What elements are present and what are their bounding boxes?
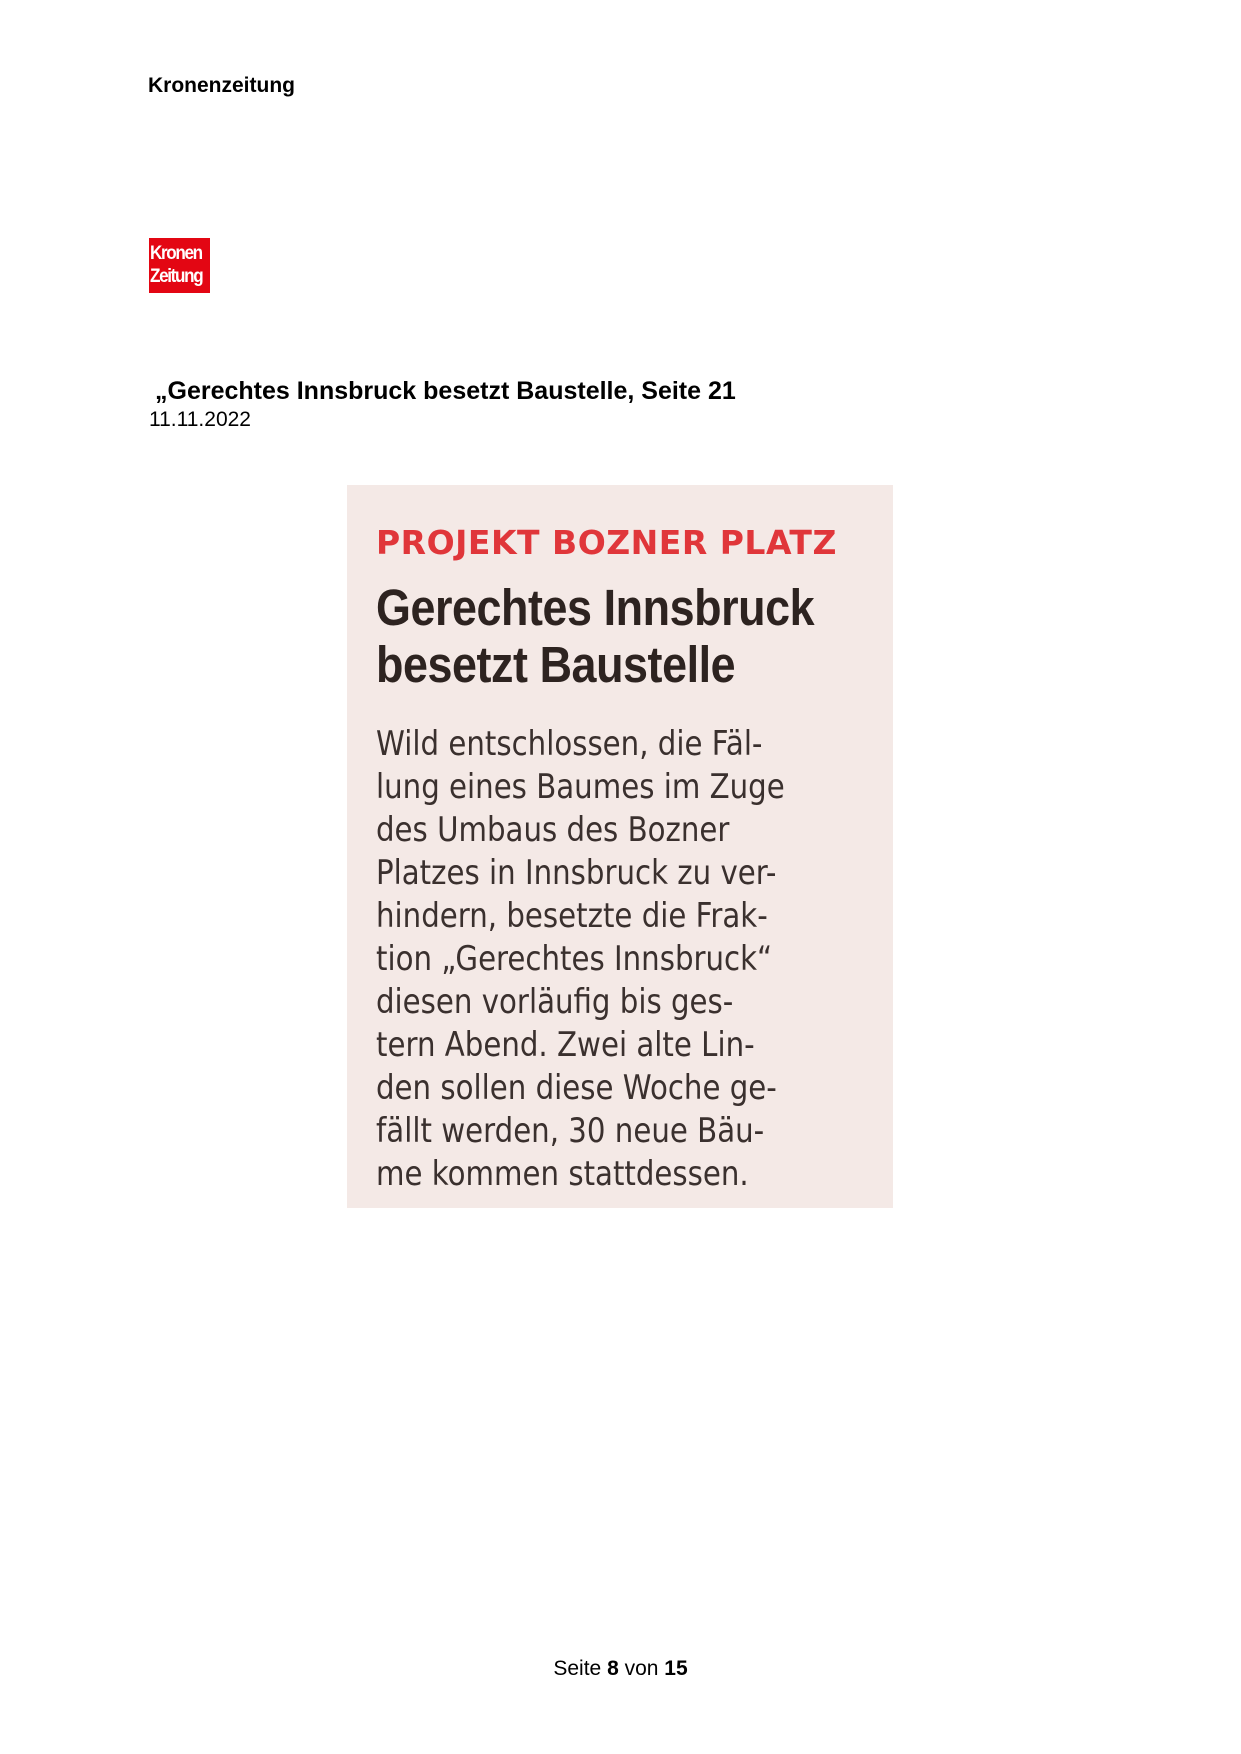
body-line: Wild entschlossen, die Fäl-	[376, 724, 763, 764]
body-line: den sollen diese Woche ge-	[376, 1068, 777, 1108]
source-name: Kronenzeitung	[148, 74, 295, 97]
headline-line: besetzt Baustelle	[376, 636, 736, 693]
logo-line-2: Zeitung	[150, 266, 203, 287]
footer-prefix: Seite	[553, 1657, 602, 1680]
logo-line-1: Kronen	[150, 243, 202, 264]
body-line: hindern, besetzte die Frak-	[376, 896, 768, 936]
total-page-number: 15	[664, 1657, 688, 1680]
body-line: tion „Gerechtes Innsbruck“	[376, 939, 773, 979]
headline-line: Gerechtes Innsbruck	[376, 579, 815, 636]
body-line: fällt werden, 30 neue Bäu-	[376, 1111, 765, 1151]
kronen-zeitung-logo	[149, 238, 210, 293]
body-line: Platzes in Innsbruck zu ver-	[376, 853, 777, 893]
clipping-body	[376, 723, 873, 1196]
body-line: diesen vorläufig bis ges-	[376, 982, 734, 1022]
footer-separator: von	[624, 1657, 659, 1680]
newspaper-clipping	[347, 485, 893, 1208]
current-page-number: 8	[607, 1657, 619, 1680]
page-footer	[0, 1657, 1241, 1681]
body-line: tern Abend. Zwei alte Lin-	[376, 1025, 755, 1065]
clipping-headline	[376, 579, 873, 693]
article-title: „Gerechtes Innsbruck besetzt Baustelle, Seite 21	[155, 377, 736, 405]
body-line: des Umbaus des Bozner	[376, 810, 730, 850]
body-line: me kommen stattdessen.	[376, 1154, 749, 1194]
body-line: lung eines Baumes im Zuge	[376, 767, 785, 807]
article-date: 11.11.2022	[149, 408, 251, 431]
clipping-kicker: PROJEKT BOZNER PLATZ	[376, 523, 837, 562]
